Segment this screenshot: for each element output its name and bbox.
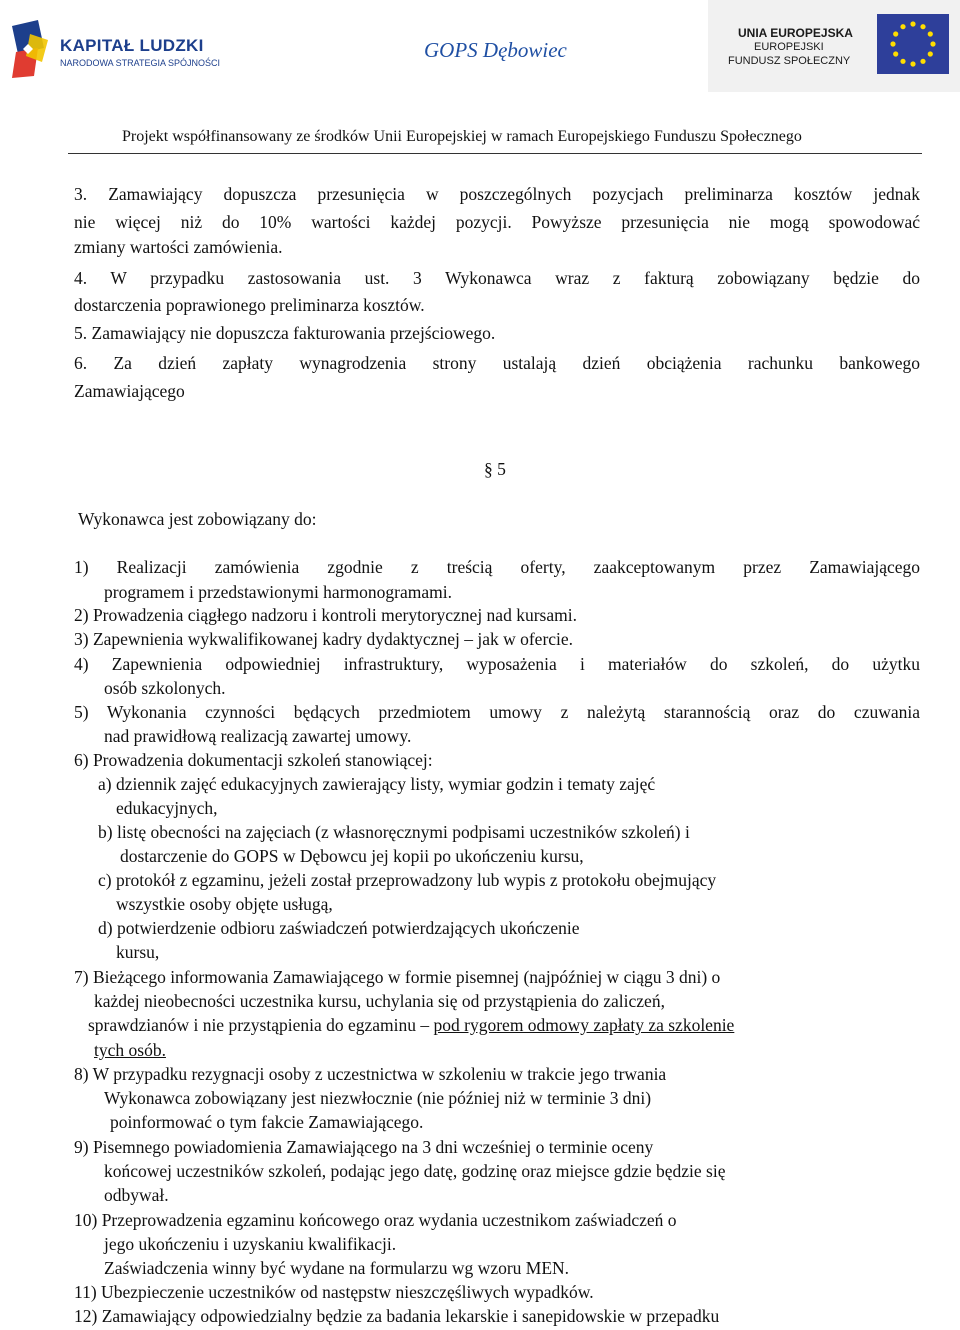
list-item-6a-line-2: edukacyjnych, bbox=[116, 798, 218, 818]
list-item-7-line-4: tych osób. bbox=[94, 1040, 166, 1060]
list-item-10-line-2: jego ukończeniu i uzyskaniu kwalifikacji. bbox=[104, 1234, 397, 1254]
list-item-2: 2) Prowadzenia ciągłego nadzoru i kontroli merytorycznej nad kursami. bbox=[74, 605, 577, 625]
list-item-4-line-1: 4) Zapewnienia odpowiedniej infrastruktury, wyposażenia i materiałów do szkoleń, do użytku bbox=[74, 654, 920, 674]
list-item-7-line-3-text: sprawdzianów i nie przystąpienia do egzaminu – bbox=[88, 1015, 434, 1035]
header-center-title: GOPS Dębowiec bbox=[424, 38, 567, 62]
list-item-10-line-1: 10) Przeprowadzenia egzaminu końcowego oraz wydania uczestnikom zaświadczeń o bbox=[74, 1210, 677, 1230]
list-item-5-line-2: nad prawidłową realizacją zawartej umowy. bbox=[104, 726, 412, 746]
eu-logo-box bbox=[708, 0, 960, 92]
list-item-8-line-2: Wykonawca zobowiązany jest niezwłocznie (nie później niż w terminie 3 dni) bbox=[104, 1088, 652, 1108]
list-item-5-line-1: 5) Wykonania czynności będących przedmiotem umowy z należytą starannością oraz do czuwania bbox=[74, 702, 920, 722]
paragraph-3-line-2: nie więcej niż do 10% wartości każdej pozycji. Powyższe przesunięcia nie mogą spowodować bbox=[74, 212, 920, 232]
paragraph-6-line-2: Zamawiającego bbox=[74, 381, 185, 401]
list-item-11: 11) Ubezpieczenie uczestników od następstw nieszczęśliwych wypadków. bbox=[74, 1282, 594, 1302]
list-item-6b-line-1: b) listę obecności na zajęciach (z własnoręcznymi podpisami uczestników szkoleń) i bbox=[98, 822, 690, 842]
list-item-10-line-3: Zaświadczenia winny być wydane na formularzu wg wzoru MEN. bbox=[104, 1258, 570, 1278]
list-item-7-line-3 bbox=[88, 1014, 734, 1036]
paragraph-4-line-1: 4. W przypadku zastosowania ust. 3 Wykonawca wraz z fakturą zobowiązany będzie do bbox=[74, 268, 920, 288]
list-item-6d-line-1: d) potwierdzenie odbioru zaświadczeń potwierdzających ukończenie bbox=[98, 918, 580, 938]
list-item-9-line-3: odbywał. bbox=[104, 1185, 169, 1205]
eu-line-2: EUROPEJSKI bbox=[754, 41, 824, 53]
paragraph-3-line-3: zmiany wartości zamówienia. bbox=[74, 237, 283, 257]
paragraph-3-line-1: 3. Zamawiający dopuszcza przesunięcia w poszczególnych pozycjach preliminarza kosztów jednak bbox=[74, 184, 920, 204]
paragraph-4-line-2: dostarczenia poprawionego preliminarza kosztów. bbox=[74, 295, 425, 315]
paragraph-5-line-1: 5. Zamawiający nie dopuszcza fakturowania przejściowego. bbox=[74, 323, 496, 343]
list-item-8-line-3: poinformować o tym fakcie Zamawiającego. bbox=[110, 1112, 424, 1132]
list-item-1-line-2: programem i przedstawionymi harmonogramami. bbox=[104, 582, 452, 602]
list-item-7-line-3-underlined: pod rygorem odmowy zapłaty za szkolenie bbox=[433, 1015, 735, 1035]
list-item-6c-line-1: c) protokół z egzaminu, jeżeli został przeprowadzony lub wypis z protokołu obejmujący bbox=[98, 870, 717, 890]
page-header bbox=[0, 0, 960, 158]
list-item-9-line-2: końcowej uczestników szkoleń, podając jego datę, godzinę oraz miejsce gdzie będzie się bbox=[104, 1161, 726, 1181]
kapital-ludzki-logo-icon bbox=[8, 18, 52, 84]
kapital-ludzki-subtitle: NARODOWA STRATEGIA SPÓJNOŚCI bbox=[60, 58, 221, 68]
list-item-6a-line-1: a) dziennik zajęć edukacyjnych zawierający listy, wymiar godzin i tematy zajęć bbox=[98, 774, 656, 794]
eu-line-1: UNIA EUROPEJSKA bbox=[738, 26, 853, 40]
list-item-6d-line-2: kursu, bbox=[116, 942, 160, 962]
list-item-9-line-1: 9) Pisemnego powiadomienia Zamawiającego na 3 dni wcześniej o terminie oceny bbox=[74, 1137, 654, 1157]
list-item-1-line-1: 1) Realizacji zamówienia zgodnie z treścią oferty, zaakceptowanym przez Zamawiającego bbox=[74, 557, 920, 577]
eu-flag-icon bbox=[877, 14, 949, 74]
list-item-8-line-1: 8) W przypadku rezygnacji osoby z uczestnictwa w szkoleniu w trakcie jego trwania bbox=[74, 1064, 667, 1084]
list-item-4-line-2: osób szkolonych. bbox=[104, 678, 226, 698]
list-item-6-line-1: 6) Prowadzenia dokumentacji szkoleń stanowiącej: bbox=[74, 750, 433, 770]
kapital-ludzki-name: KAPITAŁ LUDZKI bbox=[60, 36, 204, 55]
section-marker: § 5 bbox=[484, 459, 506, 479]
list-item-7-line-2: każdej nieobecności uczestnika kursu, uchylania się od przystąpienia do zaliczeń, bbox=[94, 991, 665, 1011]
eu-line-3: FUNDUSZ SPOŁECZNY bbox=[728, 55, 851, 67]
funding-note: Projekt współfinansowany ze środków Unii Europejskiej w ramach Europejskiego Funduszu Społecznego bbox=[122, 128, 802, 145]
list-item-12-line-1: 12) Zamawiający odpowiedzialny będzie za badania lekarskie i sanepidowskie w przepadku bbox=[74, 1306, 720, 1326]
list-item-7-line-1: 7) Bieżącego informowania Zamawiającego w formie pisemnej (najpóźniej w ciągu 3 dni) o bbox=[74, 967, 721, 987]
section-heading: Wykonawca jest zobowiązany do: bbox=[78, 509, 317, 529]
paragraph-6-line-1: 6. Za dzień zapłaty wynagrodzenia strony ustalają dzień obciążenia rachunku bankowego bbox=[74, 353, 920, 373]
header-divider bbox=[68, 153, 922, 154]
list-item-6c-line-2: wszystkie osoby objęte usługą, bbox=[116, 894, 333, 914]
kapital-ludzki-logo bbox=[8, 18, 221, 84]
list-item-3: 3) Zapewnienia wykwalifikowanej kadry dydaktycznej – jak w ofercie. bbox=[74, 629, 574, 649]
list-item-6b-line-2: dostarczenie do GOPS w Dębowcu jej kopii po ukończeniu kursu, bbox=[120, 846, 584, 866]
